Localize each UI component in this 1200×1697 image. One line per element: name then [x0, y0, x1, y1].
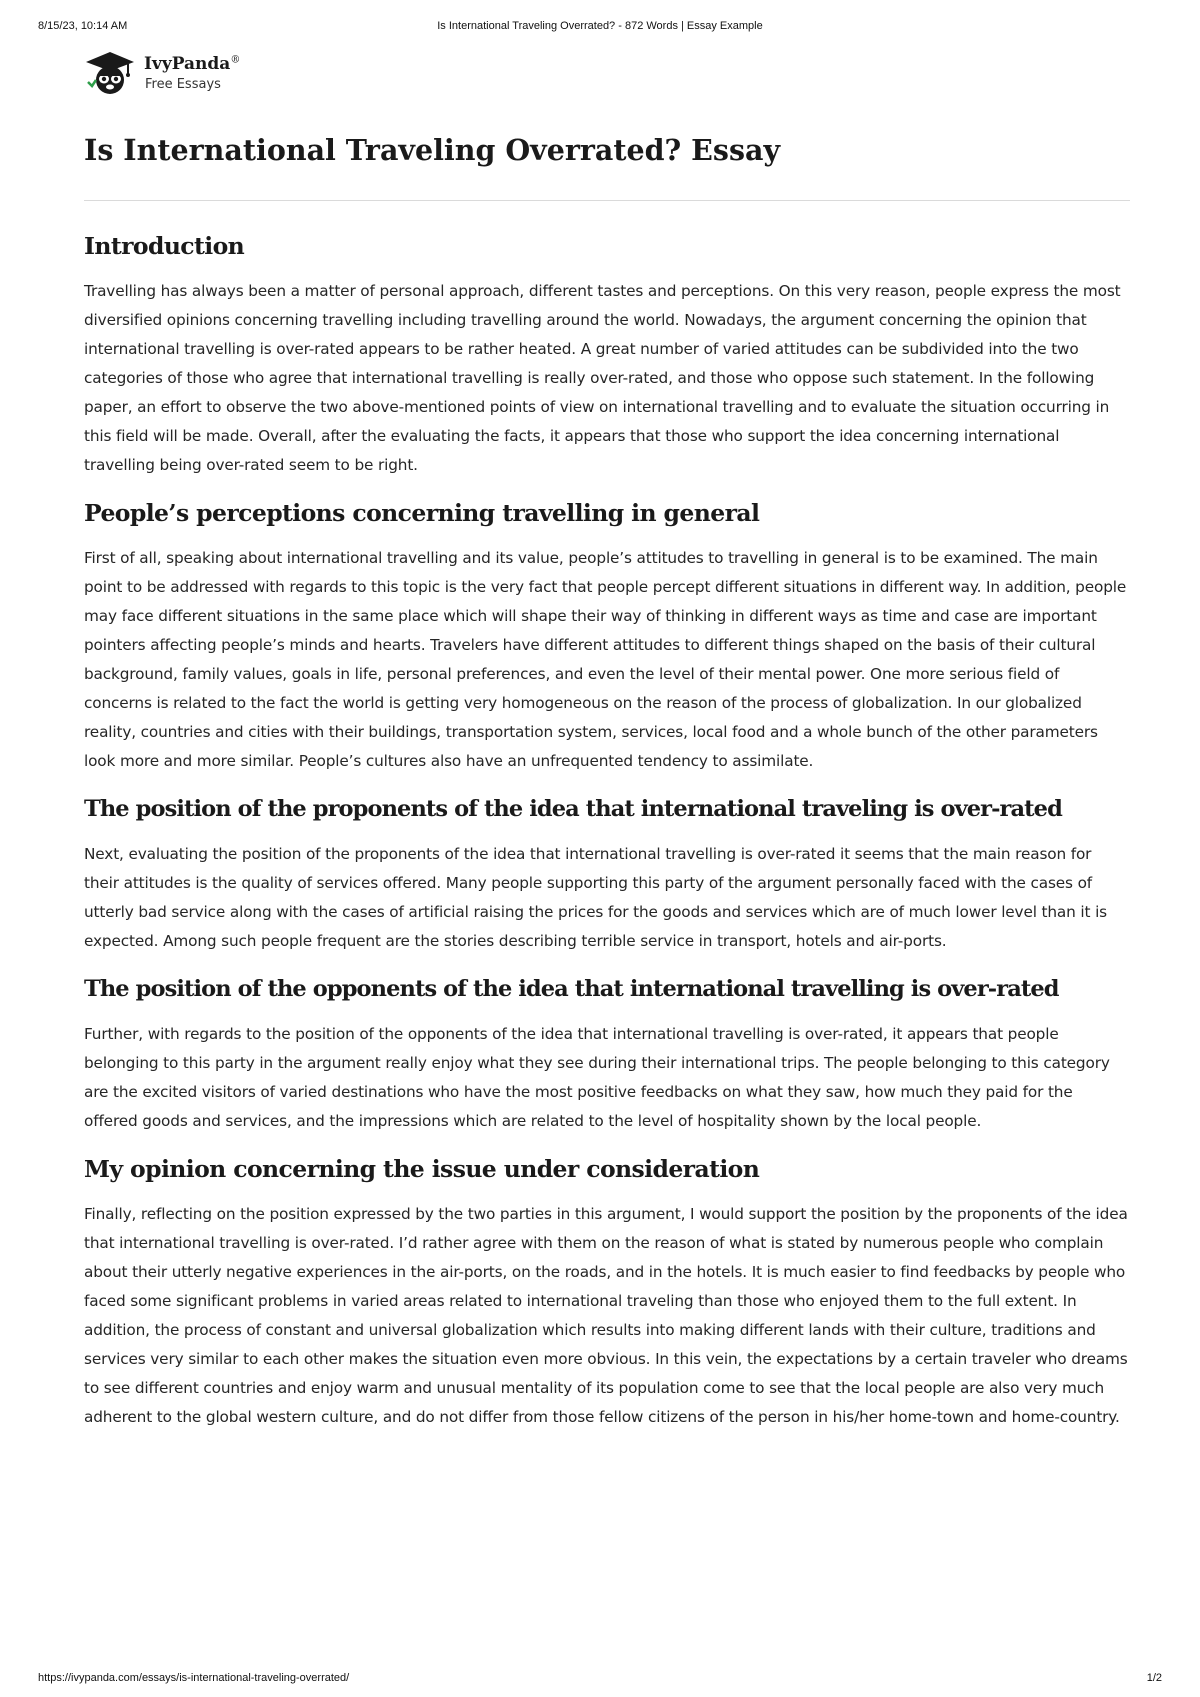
print-datetime: 8/15/23, 10:14 AM [38, 20, 128, 32]
ivypanda-logo-icon [84, 50, 136, 96]
section-opponents [84, 972, 1130, 1136]
print-header [38, 20, 1162, 36]
essay-title: Is International Traveling Overrated? Essay [84, 133, 781, 167]
print-url: https://ivypanda.com/essays/is-international-traveling-overrated/ [38, 1672, 350, 1684]
section-body: Further, with regards to the position of the opponents of the idea that international travelling is over-rated, it appears that people belonging to this party in the argument really enjoy what they see during their international trips. The people belonging to this category are the excited visitors of varied destinations who have the most positive feedbacks on what they saw, how much they paid for the offered goods and services, and the impressions which are related to the level of hospitality shown by the local people. [84, 1025, 1110, 1130]
section-heading: People’s perceptions concerning travelling in general [84, 499, 760, 527]
section-introduction [84, 229, 1130, 480]
brand-name: IvyPanda® [144, 54, 241, 74]
site-brand[interactable] [84, 50, 284, 98]
section-body: Travelling has always been a matter of personal approach, different tastes and perceptions. On this very reason, people express the most diversified opinions concerning travelling including travelling around the world. Nowadays, the argument concerning the opinion that international travelling is over-rated appears to be rather heated. A great number of varied attitudes can be subdivided into the two categories of those who agree that international travelling is really over-rated, and those who oppose such statement. In the following paper, an effort to observe the two above-mentioned points of view on international travelling and to evaluate the situation occurring in this field will be made. Overall, after the evaluating the facts, it appears that those who support the idea concerning international travelling being over-rated seem to be right. [84, 282, 1121, 474]
section-perceptions [84, 496, 1130, 776]
section-heading: My opinion concerning the issue under consideration [84, 1155, 760, 1183]
section-heading: The position of the proponents of the idea that international traveling is over-rated [84, 796, 1062, 822]
section-heading: The position of the opponents of the idea that international travelling is over-rated [84, 976, 1059, 1002]
print-page-number: 1/2 [1146, 1672, 1162, 1684]
section-body: Next, evaluating the position of the proponents of the idea that international travelling is over-rated it seems that the main reason for their attitudes is the quality of services offered. Many people supporting this party of the argument personally faced with the cases of utterly bad service along with the cases of artificial raising the prices for the goods and services which are of much lower level than it is expected. Among such people frequent are the stories describing terrible service in transport, hotels and air-ports. [84, 845, 1107, 950]
section-body: Finally, reflecting on the position expressed by the two parties in this argument, I would support the position by the proponents of the idea that international travelling is over-rated. I’d rather agree with them on the reason of what is stated by numerous people who complain about their utterly negative experiences in the air-ports, on the roads, and in the hotels. It is much easier to find feedbacks by people who faced some significant problems in varied areas related to international traveling than those who enjoyed them to the full extent. In addition, the process of constant and universal globalization which results into making different lands with their culture, traditions and services very similar to each other makes the situation even more obvious. In this vein, the expectations by a certain traveler who dreams to see different countries and enjoy warm and unusual mentality of its population come to see that the local people are also very much adherent to the global western culture, and do not differ from those fellow citizens of the person in his/her home-town and home-country. [84, 1205, 1128, 1426]
section-opinion [84, 1152, 1130, 1432]
print-footer [38, 1672, 1162, 1688]
section-body: First of all, speaking about international travelling and its value, people’s attitudes to travelling in general is to be examined. The main point to be addressed with regards to this topic is the very fact that people percept different situations in different way. In addition, people may face different situations in the same place which will shape their way of thinking in different ways as time and case are important pointers affecting people’s minds and hearts. Travelers have different attitudes to different things shaped on the basis of their cultural background, family values, goals in life, personal preferences, and even the level of their mental power. One more serious field of concerns is related to the fact the world is getting very homogeneous on the reason of the process of globalization. In our globalized reality, countries and cities with their buildings, transportation system, services, local food and a whole bunch of the other parameters look more and more similar. People’s cultures also have an unfrequented tendency to assimilate. [84, 549, 1127, 770]
title-divider [84, 200, 1130, 201]
essay-article [84, 130, 1130, 1432]
brand-subtitle: Free Essays [145, 77, 221, 92]
section-heading: Introduction [84, 232, 245, 260]
section-proponents [84, 792, 1130, 956]
print-page-title: Is International Traveling Overrated? - 872 Words | Essay Example [437, 20, 763, 32]
